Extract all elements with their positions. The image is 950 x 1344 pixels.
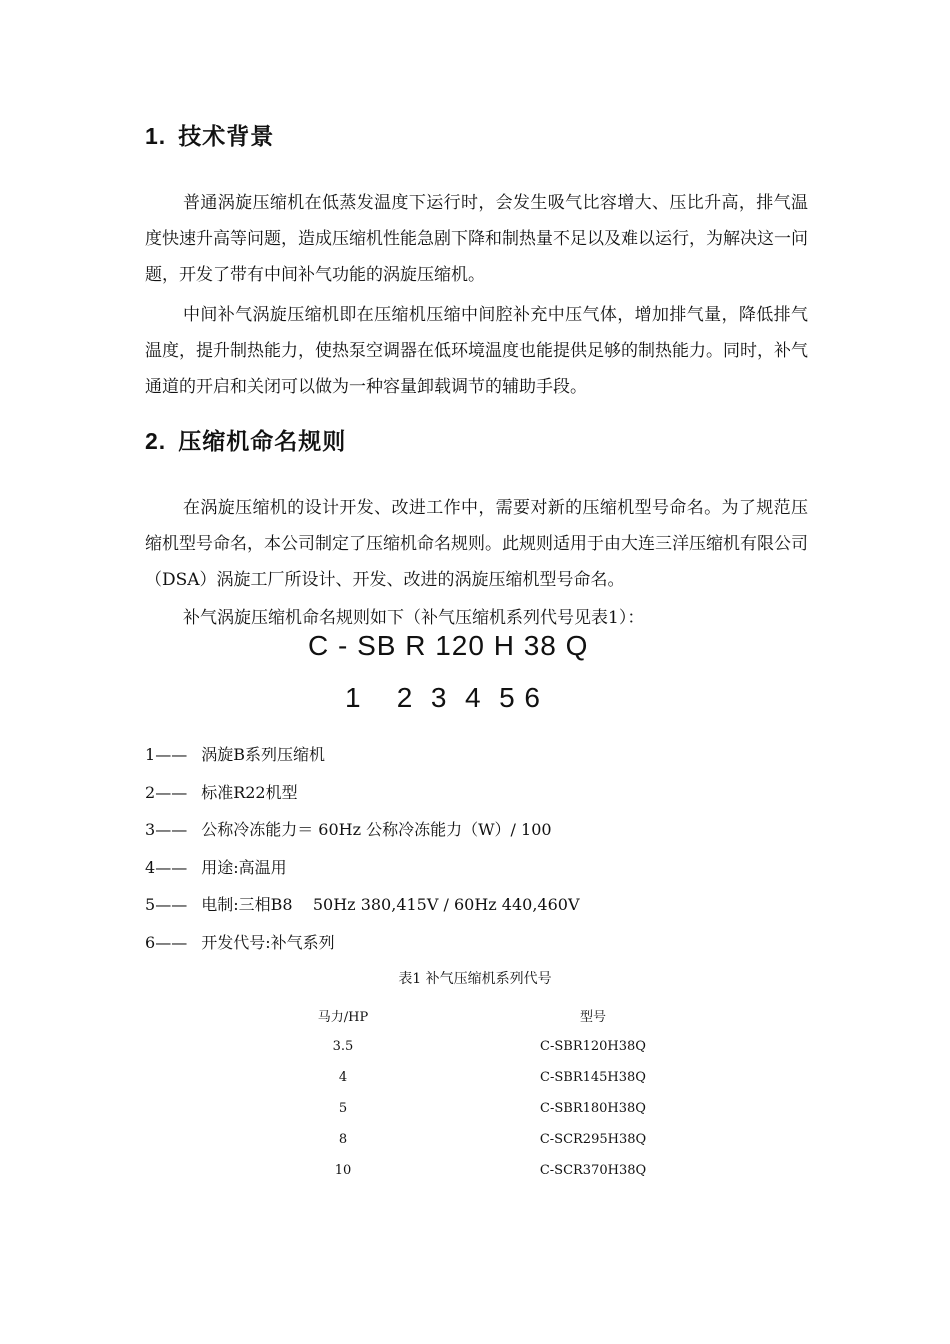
section-2-paragraph-1: 在涡旋压缩机的设计开发、改进工作中，需要对新的压缩机型号命名。为了规范压缩机型号命名，本公司制定了压缩机命名规则。此规则适用于由大连三洋压缩机有限公司（DSA）涡旋工厂所设计、开发、改进的涡旋压缩机型号命名。 [145,498,808,590]
table-row [240,1062,740,1093]
definition-dash: —— [155,932,188,952]
section-1-heading [145,118,274,151]
definition-index: 1 [145,745,156,764]
definition-dash: —— [155,782,188,802]
definition-text: 电制:三相B8 50Hz 380,415V / 60Hz 440,460V [201,895,580,914]
compressor-series-table [240,1000,740,1186]
cell-hp: 8 [338,1132,348,1147]
cell-model: C-SCR370H38Q [539,1163,647,1178]
definition-item [145,815,805,853]
definition-dash: —— [155,820,188,839]
definition-index: 3 [145,820,156,839]
definition-dash: —— [155,857,188,877]
cell-hp: 4 [338,1070,348,1085]
column-header-model: 型号 [579,1010,606,1025]
model-code-line: C - SB R 120 H 38 Q [308,630,589,661]
definition-item [145,740,805,778]
cell-hp: 10 [334,1163,352,1178]
table-row [240,1124,740,1155]
table-row [240,1155,740,1186]
definition-text: 用途:高温用 [201,857,287,877]
table-row [240,1031,740,1062]
definition-index: 6 [145,932,156,952]
section-1-title: 技术背景 [178,123,275,149]
section-2-paragraph-2: 补气涡旋压缩机命名规则如下（补气压缩机系列代号见表1）： [183,608,645,628]
definition-index: 2 [145,782,156,802]
definition-index: 4 [145,857,156,877]
table-caption: 表1 补气压缩机系列代号 [398,971,552,987]
cell-model: C-SBR120H38Q [540,1039,646,1054]
definition-dash: —— [155,745,188,764]
definition-text: 公称冷冻能力＝ 60Hz 公称冷冻能力（W）/ 100 [201,820,552,839]
model-code-index-line: 1 2 3 4 5 6 [345,682,542,713]
definition-index: 5 [145,895,156,914]
definition-item [145,928,805,966]
section-1-paragraph-1: 普通涡旋压缩机在低蒸发温度下运行时，会发生吸气比容增大、压比升高，排气温度快速升高等问题，造成压缩机性能急剧下降和制热量不足以及难以运行，为解决这一问题，开发了带有中间补气功能的涡旋压缩机。 [145,193,808,285]
cell-hp: 3.5 [332,1039,354,1054]
section-1-number: 1. [145,123,167,149]
section-1-paragraph-2: 中间补气涡旋压缩机即在压缩机压缩中间腔补充中压气体，增加排气量，降低排气温度，提升制热能力，使热泵空调器在低环境温度也能提供足够的制热能力。同时，补气通道的开启和关闭可以做为一种容量卸载调节的辅助手段。 [145,305,808,397]
definition-text: 开发代号:补气系列 [201,932,335,952]
definition-item [145,853,805,891]
definition-item [145,778,805,816]
section-2-heading [145,423,346,456]
cell-model: C-SBR145H38Q [540,1070,646,1085]
column-header-hp: 马力/HP [317,1010,369,1025]
section-2-number: 2. [145,428,167,454]
table-header-row [240,1000,740,1031]
table-row [240,1093,740,1124]
definition-dash: —— [155,895,188,914]
cell-model: C-SBR180H38Q [540,1101,646,1116]
definition-item [145,890,805,928]
cell-model: C-SCR295H38Q [539,1132,647,1147]
section-2-title: 压缩机命名规则 [178,428,347,454]
cell-hp: 5 [338,1101,348,1116]
model-code-definitions [145,740,805,965]
definition-text: 标准R22机型 [201,782,298,802]
definition-text: 涡旋B系列压缩机 [201,745,325,764]
